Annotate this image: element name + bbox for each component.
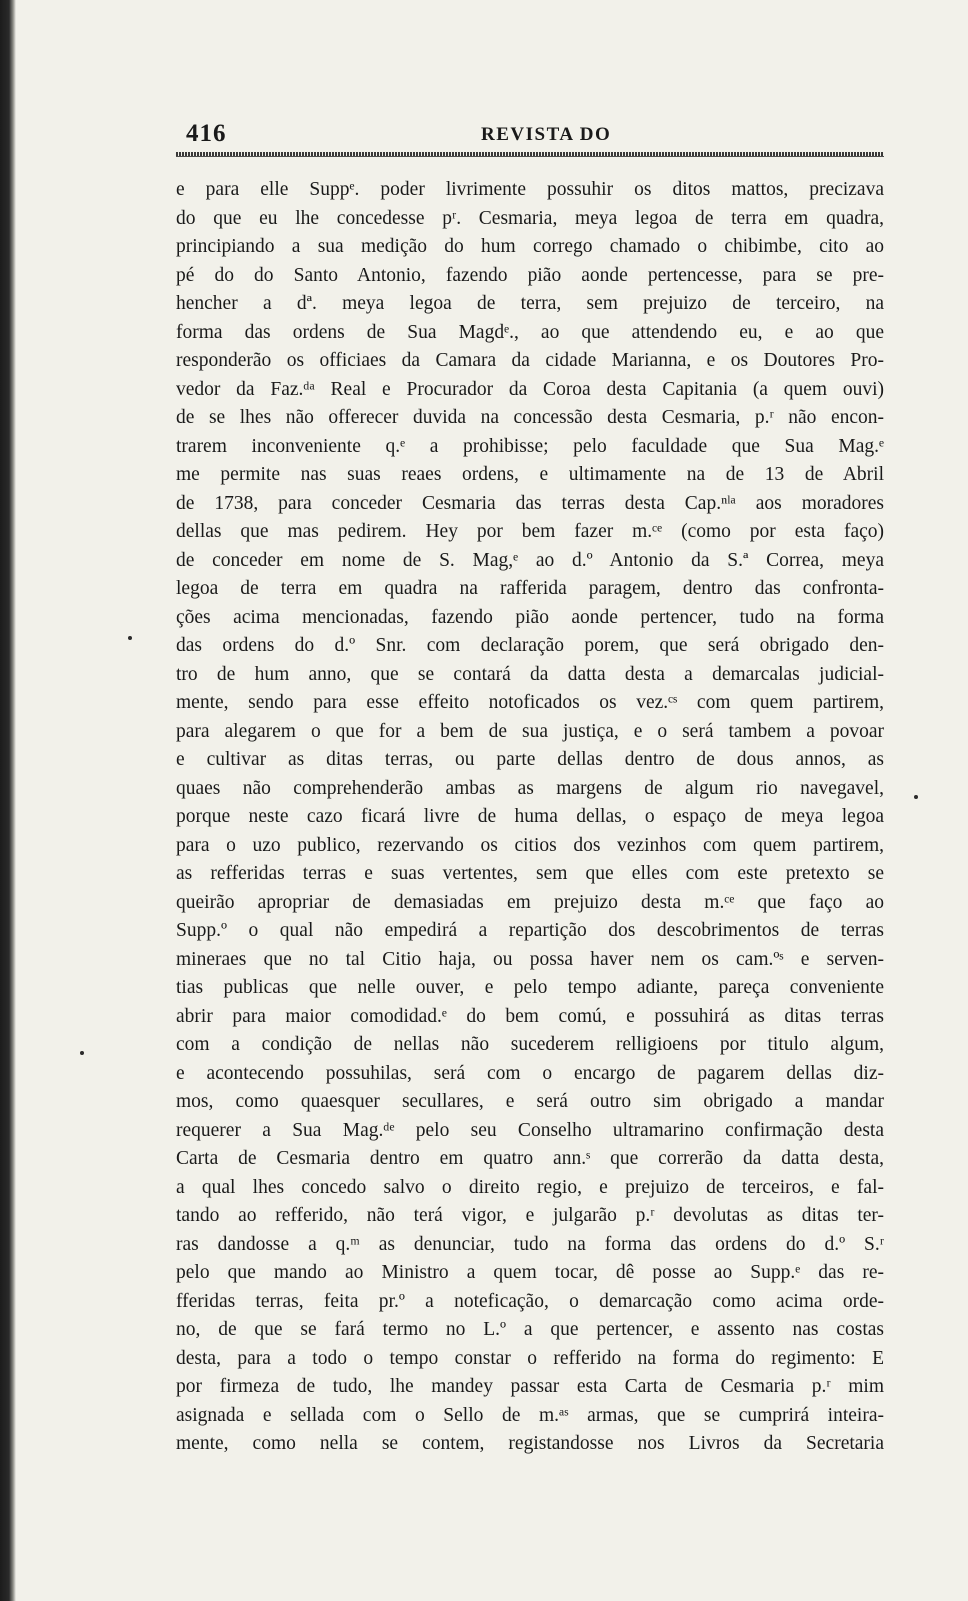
text-line: fferidas terras, feita pr.º a noteficação, o demarcação como acima orde- bbox=[176, 1290, 884, 1312]
text-line: do que eu lhe concedesse pʳ. Cesmaria, meya legoa de terra em quadra, bbox=[176, 207, 884, 229]
text-line: de conceder em nome de S. Mag,ᵉ ao d.º Antonio da S.ª Correa, meya bbox=[176, 549, 884, 571]
text-line: de 1738, para conceder Cesmaria das terras desta Cap.ⁿˡᵃ aos moradores bbox=[176, 492, 884, 514]
text-line: as refferidas terras e suas vertentes, sem que elles com este pretexto se bbox=[176, 863, 884, 884]
text-line: para o uzo publico, rezervando os citios dos vezinhos com quem partirem, bbox=[176, 834, 884, 856]
text-line: por firmeza de tudo, lhe mandey passar esta Carta de Cesmaria p.ʳ mim bbox=[176, 1376, 884, 1397]
text-line: pé do do Santo Antonio, fazendo pião aonde pertencesse, para se pre- bbox=[176, 264, 884, 286]
text-line: mente, sendo para esse effeito notoficados os vez.ᶜˢ com quem partirem, bbox=[176, 692, 884, 713]
text-line: Supp.º o qual não empedirá a repartição dos descobrimentos de terras bbox=[176, 920, 884, 941]
text-line: requerer a Sua Mag.ᵈᵉ pelo seu Conselho ultramarino confirmação desta bbox=[176, 1119, 884, 1141]
text-line: mineraes que no tal Citio haja, ou possa haver nem os cam.ºˢ e serven- bbox=[176, 948, 884, 970]
body-text bbox=[176, 176, 884, 1459]
text-line: tando ao refferido, não terá vigor, e julgarão p.ʳ devolutas as ditas ter- bbox=[176, 1205, 884, 1226]
text-line: de se lhes não offerecer duvida na concessão desta Cesmaria, p.ʳ não encon- bbox=[176, 407, 884, 428]
text-line: principiando a sua medição do hum corrego chamado o chibimbe, cito ao bbox=[176, 236, 884, 257]
text-line: das ordens do d.º Snr. com declaração porem, que será obrigado den- bbox=[176, 635, 884, 656]
text-line: e acontecendo possuhilas, será com o encargo de pagarem dellas diz- bbox=[176, 1062, 884, 1084]
text-line: porque neste cazo ficará livre de huma dellas, o espaço de meya legoa bbox=[176, 806, 884, 827]
text-line: me permite nas suas reaes ordens, e ultimamente na de 13 de Abril bbox=[176, 464, 884, 485]
scan-speck bbox=[914, 795, 918, 799]
text-line: a qual lhes concedo salvo o direito regio, e prejuizo de terceiros, e fal- bbox=[176, 1176, 884, 1198]
text-line: hencher a dª. meya legoa de terra, sem prejuizo de terceiro, na bbox=[176, 293, 884, 314]
text-line: dellas que mas pedirem. Hey por bem fazer m.ᶜᵉ (como por esta faço) bbox=[176, 521, 884, 542]
text-line: mos, como quaesquer secullares, e será outro sim obrigado a mandar bbox=[176, 1091, 884, 1112]
text-line: ções acima mencionadas, fazendo pião aonde pertencer, tudo na forma bbox=[176, 606, 884, 628]
text-line: e para elle Suppᵉ. poder livrimente possuhir os ditos mattos, precizava bbox=[176, 179, 884, 200]
text-line: e cultivar as ditas terras, ou parte dellas dentro de dous annos, as bbox=[176, 749, 884, 770]
text-line: tias publicas que nelle ouver, e pelo tempo adiante, pareça conveniente bbox=[176, 977, 884, 998]
text-line: desta, para a todo o tempo constar o refferido na forma do regimento: E bbox=[176, 1347, 884, 1369]
text-line: trarem inconveniente q.ᵉ a prohibisse; pelo faculdade que Sua Mag.ᵉ bbox=[176, 435, 884, 457]
text-line: Carta de Cesmaria dentro em quatro ann.ˢ que correrão da datta desta, bbox=[176, 1148, 884, 1169]
running-head: REVISTA DO bbox=[481, 124, 612, 145]
text-line: ras dandosse a q.ᵐ as denunciar, tudo na forma das ordens do d.º S.ʳ bbox=[176, 1233, 884, 1255]
text-line: abrir para maior comodidad.ᵉ do bem comú, e possuhirá as ditas terras bbox=[176, 1005, 884, 1027]
scan-speck bbox=[80, 1051, 84, 1055]
text-line: vedor da Faz.ᵈᵃ Real e Procurador da Coroa desta Capitania (a quem ouvi) bbox=[176, 378, 884, 400]
text-line: forma das ordens de Sua Magdᵉ., ao que attendendo eu, e ao que bbox=[176, 321, 884, 343]
text-line: mente, como nella se contem, registandosse nos Livros da Secretaria bbox=[176, 1433, 884, 1454]
text-line: com a condição de nellas não sucederem relligioens por titulo algum, bbox=[176, 1034, 884, 1055]
text-line: quaes não comprehenderão ambas as margens de algum rio navegavel, bbox=[176, 777, 884, 799]
text-line: queirão apropriar de demasiadas em prejuizo desta m.ᶜᵉ que faço ao bbox=[176, 891, 884, 913]
page-header bbox=[176, 116, 884, 156]
text-line: asignada e sellada com o Sello de m.ᵃˢ armas, que se cumprirá inteira- bbox=[176, 1404, 884, 1426]
text-line: no, de que se fará termo no L.º a que pertencer, e assento nas costas bbox=[176, 1319, 884, 1340]
text-line: responderão os officiaes da Camara da cidade Marianna, e os Doutores Pro- bbox=[176, 350, 884, 371]
text-line: legoa de terra em quadra na rafferida paragem, dentro das confronta- bbox=[176, 578, 884, 599]
text-line: tro de hum anno, que se contará da datta desta a demarcalas judicial- bbox=[176, 663, 884, 685]
scan-binding-edge bbox=[0, 0, 16, 1601]
page-number: 416 bbox=[186, 120, 227, 147]
text-line: para alegarem o que for a bem de sua justiça, e o será tambem a povoar bbox=[176, 720, 884, 742]
scan-speck bbox=[128, 636, 132, 640]
text-line: pelo que mando ao Ministro a quem tocar, dê posse ao Supp.ᵉ das re- bbox=[176, 1262, 884, 1283]
header-rule bbox=[176, 152, 884, 157]
